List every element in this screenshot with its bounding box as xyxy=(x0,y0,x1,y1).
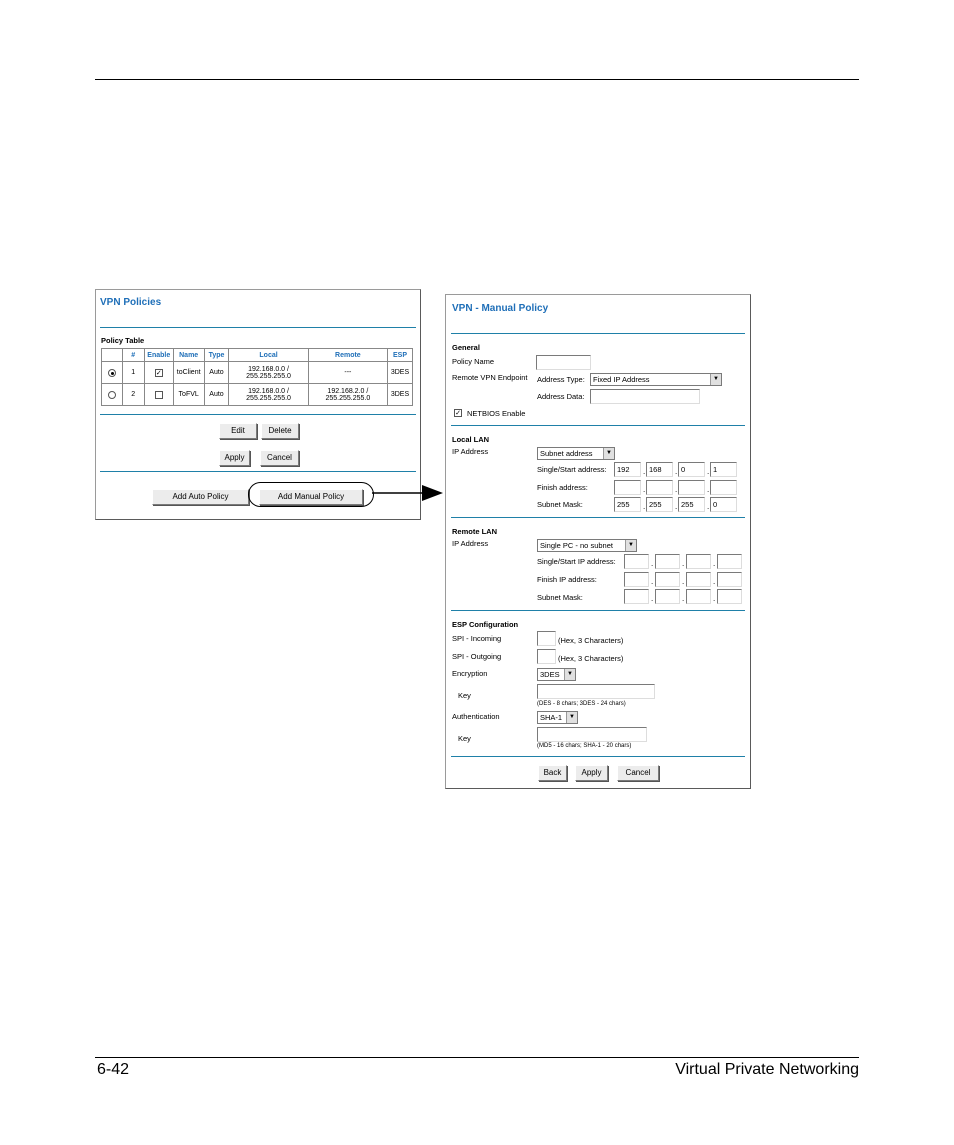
apply-button[interactable]: Apply xyxy=(575,765,608,781)
divider xyxy=(451,517,745,518)
encryption-key-input[interactable] xyxy=(537,684,655,699)
address-type-label: Address Type: xyxy=(537,375,585,384)
dropdown-arrow-icon: ▼ xyxy=(566,712,577,723)
col-name: Name xyxy=(173,349,204,362)
address-data-label: Address Data: xyxy=(537,392,585,401)
local-start-octet-4[interactable]: 1 xyxy=(710,462,737,477)
authentication-key-input[interactable] xyxy=(537,727,647,742)
page-number: 6-42 xyxy=(97,1061,130,1078)
local-lan-section: Local LAN xyxy=(452,435,490,444)
col-local: Local xyxy=(229,349,308,362)
delete-button[interactable]: Delete xyxy=(261,423,299,439)
encryption-key-label: Key xyxy=(458,691,471,700)
spi-outgoing-label: SPI - Outgoing xyxy=(452,652,502,661)
spi-incoming-input[interactable] xyxy=(537,631,556,646)
local-start-octet-2[interactable]: 168 xyxy=(646,462,673,477)
policy-table xyxy=(101,348,413,406)
remote-start-octet-4[interactable] xyxy=(717,554,742,569)
local-mask-octet-3[interactable]: 255 xyxy=(678,497,705,512)
divider xyxy=(451,756,745,757)
add-auto-policy-button[interactable]: Add Auto Policy xyxy=(152,489,249,505)
divider xyxy=(451,333,745,334)
remote-mask-label: Subnet Mask: xyxy=(537,593,583,602)
local-start-label: Single/Start address: xyxy=(537,465,607,474)
remote-ip-address-label: IP Address xyxy=(452,539,489,548)
enable-checkbox[interactable]: ✓ xyxy=(155,369,162,377)
dropdown-arrow-icon: ▼ xyxy=(625,540,636,551)
remote-mask-octet-1[interactable] xyxy=(624,589,649,604)
remote-finish-octet-3[interactable] xyxy=(686,572,711,587)
authentication-select[interactable]: SHA-1 ▼ xyxy=(537,711,578,724)
add-manual-policy-button[interactable]: Add Manual Policy xyxy=(259,489,363,505)
divider xyxy=(451,425,745,426)
local-mask-octet-4[interactable]: 0 xyxy=(710,497,737,512)
remote-lan-section: Remote LAN xyxy=(452,527,498,536)
remote-mask-octet-4[interactable] xyxy=(717,589,742,604)
encryption-key-note: (DES - 8 chars; 3DES - 24 chars) xyxy=(537,701,626,707)
section-title: Virtual Private Networking xyxy=(675,1061,859,1078)
authentication-key-label: Key xyxy=(458,734,471,743)
local-finish-octet-4[interactable] xyxy=(710,480,737,495)
col-select xyxy=(102,349,123,362)
encryption-select[interactable]: 3DES ▼ xyxy=(537,668,576,681)
divider xyxy=(100,471,416,472)
netbios-label: NETBIOS Enable xyxy=(467,409,526,418)
encryption-label: Encryption xyxy=(452,669,488,678)
spi-incoming-note: (Hex, 3 Characters) xyxy=(558,636,624,645)
remote-start-octet-1[interactable] xyxy=(624,554,649,569)
spi-outgoing-note: (Hex, 3 Characters) xyxy=(558,654,624,663)
footer-rule xyxy=(95,1057,859,1058)
spi-incoming-label: SPI - Incoming xyxy=(452,634,502,643)
divider xyxy=(451,610,745,611)
remote-start-octet-2[interactable] xyxy=(655,554,680,569)
authentication-label: Authentication xyxy=(452,712,500,721)
cancel-button[interactable]: Cancel xyxy=(617,765,659,781)
manual-policy-panel: VPN - Manual Policy General Policy Name Remote VPN Endpoint Address Type: Fixed IP Address ▼ Address Data: ✓ NETBIOS Enable Local LAN IP Address Subnet address ▼ Single/Start address: 192 . 168 . 0 . 1 Finish address: . . . Subnet Mask: 255 . 255 . 255 . 0 Remote LAN IP Address Single PC - no subnet ▼ Single/Start IP address: . . . Finish IP address: . . . Subnet Mask: . . . ESP Configuration SPI - Incoming (Hex, 3 Characters) SPI - Outgoing (Hex, 3 Characters) Encryption 3DES ▼ Key (DES - 8 chars; 3DES - 24 chars) Authentication SHA-1 ▼ Key (MD5 - 16 chars; SHA-1 - 20 chars) Back Apply Cancel xyxy=(445,294,751,789)
callout-arrow-icon xyxy=(372,483,444,503)
divider xyxy=(100,327,416,328)
esp-section: ESP Configuration xyxy=(452,620,519,629)
remote-type-select[interactable]: Single PC - no subnet ▼ xyxy=(537,539,637,552)
local-mask-octet-1[interactable]: 255 xyxy=(614,497,641,512)
apply-button[interactable]: Apply xyxy=(219,450,250,466)
general-section: General xyxy=(452,343,480,352)
dropdown-arrow-icon: ▼ xyxy=(710,374,721,385)
remote-finish-octet-1[interactable] xyxy=(624,572,649,587)
callout-ellipse xyxy=(248,482,374,507)
enable-checkbox[interactable] xyxy=(155,391,163,399)
back-button[interactable]: Back xyxy=(538,765,567,781)
local-finish-label: Finish address: xyxy=(537,483,588,492)
dropdown-arrow-icon: ▼ xyxy=(564,669,575,680)
local-finish-octet-2[interactable] xyxy=(646,480,673,495)
cancel-button[interactable]: Cancel xyxy=(260,450,299,466)
vpn-policies-title: VPN Policies xyxy=(100,297,162,308)
address-data-input[interactable] xyxy=(590,389,700,404)
policy-name-input[interactable] xyxy=(536,355,591,370)
spi-outgoing-input[interactable] xyxy=(537,649,556,664)
remote-endpoint-label: Remote VPN Endpoint xyxy=(452,373,528,382)
authentication-key-note: (MD5 - 16 chars; SHA-1 - 20 chars) xyxy=(537,743,632,749)
local-start-octet-1[interactable]: 192 xyxy=(614,462,641,477)
edit-button[interactable]: Edit xyxy=(219,423,257,439)
local-finish-octet-1[interactable] xyxy=(614,480,641,495)
header-rule xyxy=(95,79,859,80)
remote-mask-octet-2[interactable] xyxy=(655,589,680,604)
remote-start-octet-3[interactable] xyxy=(686,554,711,569)
remote-finish-octet-4[interactable] xyxy=(717,572,742,587)
address-type-select[interactable]: Fixed IP Address ▼ xyxy=(590,373,722,386)
remote-finish-label: Finish IP address: xyxy=(537,575,597,584)
table-row: 2 ToFVL Auto 192.168.0.0 / 255.255.255.0 192.168.2.0 / 255.255.255.0 3DES xyxy=(102,384,413,406)
col-num: # xyxy=(122,349,144,362)
local-start-octet-3[interactable]: 0 xyxy=(678,462,705,477)
local-mask-octet-2[interactable]: 255 xyxy=(646,497,673,512)
manual-policy-title: VPN - Manual Policy xyxy=(452,303,549,314)
col-remote: Remote xyxy=(308,349,387,362)
local-finish-octet-3[interactable] xyxy=(678,480,705,495)
divider xyxy=(100,414,416,415)
dropdown-arrow-icon: ▼ xyxy=(603,448,614,459)
col-enable: Enable xyxy=(144,349,173,362)
select-radio[interactable] xyxy=(108,391,116,399)
local-mask-label: Subnet Mask: xyxy=(537,500,583,509)
col-type: Type xyxy=(204,349,229,362)
local-type-select[interactable]: Subnet address ▼ xyxy=(537,447,615,460)
local-ip-address-label: IP Address xyxy=(452,447,489,456)
remote-start-label: Single/Start IP address: xyxy=(537,557,616,566)
table-row: 1 ✓ toClient Auto 192.168.0.0 / 255.255.255.0 --- 3DES xyxy=(102,362,413,384)
remote-mask-octet-3[interactable] xyxy=(686,589,711,604)
remote-finish-octet-2[interactable] xyxy=(655,572,680,587)
policy-name-label: Policy Name xyxy=(452,357,495,366)
select-radio[interactable] xyxy=(108,369,116,377)
policy-table-title: Policy Table xyxy=(101,336,145,345)
netbios-checkbox[interactable]: ✓ xyxy=(455,410,461,417)
col-esp: ESP xyxy=(388,349,413,362)
